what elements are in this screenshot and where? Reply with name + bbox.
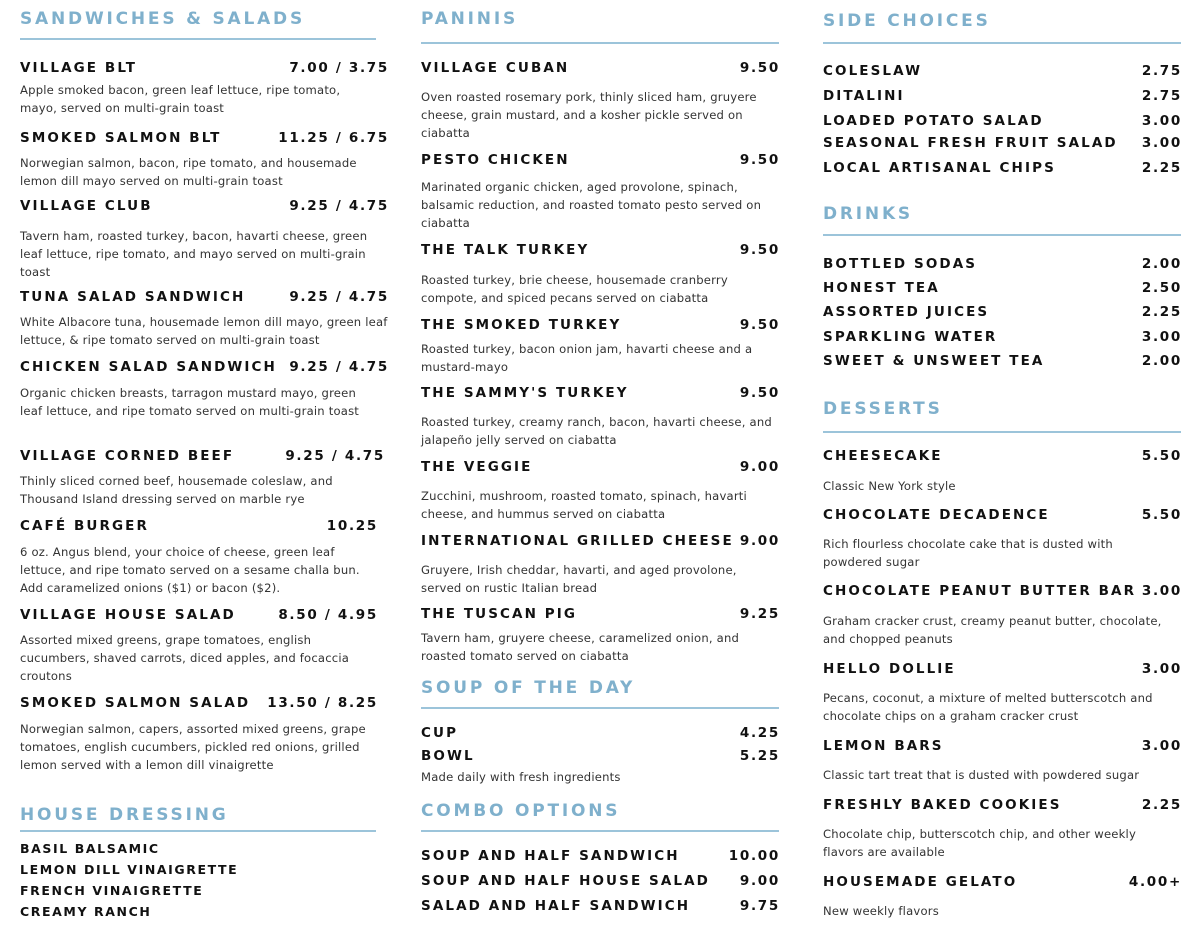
item-price: 9.50 (739, 152, 780, 168)
item-description: Gruyere, Irish cheddar, havarti, and aged provolone, served on rustic Italian bread (421, 563, 737, 596)
item-price: 9.25 / 4.75 (285, 448, 385, 464)
item-price: 7.00 / 3.75 (289, 60, 389, 76)
item-price: 3.00 (1141, 329, 1182, 345)
dressing-item: LEMON DILL VINAIGRETTE (20, 862, 239, 877)
divider (421, 830, 779, 832)
item-price: 9.75 (739, 898, 780, 914)
item-price: 2.25 (1141, 304, 1182, 320)
item-description: Assorted mixed greens, grape tomatoes, english cucumbers, shaved carrots, diced apples, and focaccia croutons (20, 633, 350, 684)
item-price: 9.25 / 4.75 (289, 289, 389, 305)
item-price: 8.50 / 4.95 (278, 607, 378, 623)
item-price: 10.25 (326, 518, 378, 534)
divider (421, 42, 779, 44)
item-name: SEASONAL FRESH FRUIT SALAD (823, 135, 1118, 151)
item-description: Graham cracker crust, creamy peanut butter, chocolate, and chopped peanuts (823, 614, 1162, 647)
item-description: Classic New York style (823, 479, 956, 493)
divider (20, 830, 376, 832)
item-price: 2.00 (1141, 256, 1182, 272)
item-price: 5.50 (1141, 448, 1182, 464)
item-name: LOADED POTATO SALAD (823, 113, 1044, 129)
item-name: PESTO CHICKEN (421, 152, 570, 168)
item-price: 9.50 (739, 385, 780, 401)
divider (823, 42, 1181, 44)
item-price: 10.00 (728, 848, 780, 864)
item-price: 4.25 (739, 725, 780, 741)
item-price: 9.00 (739, 873, 780, 889)
section-title-sides: SIDE CHOICES (823, 11, 991, 31)
item-name: SALAD AND HALF SANDWICH (421, 898, 691, 914)
divider (20, 38, 376, 40)
item-price: 2.50 (1141, 280, 1182, 296)
item-description: Pecans, coconut, a mixture of melted butterscotch and chocolate chips on a graham cracker crust (823, 691, 1153, 724)
item-price: 2.25 (1141, 160, 1182, 176)
item-description: Rich flourless chocolate cake that is dusted with powdered sugar (823, 537, 1113, 570)
item-price: 2.75 (1141, 88, 1182, 104)
item-name: VILLAGE HOUSE SALAD (20, 607, 236, 623)
item-description: Norwegian salmon, bacon, ripe tomato, and housemade lemon dill mayo served on multi-grain toast (20, 156, 357, 189)
item-name: SMOKED SALMON BLT (20, 130, 222, 146)
item-price: 3.00 (1141, 738, 1182, 754)
dressing-item: BASIL BALSAMIC (20, 841, 160, 856)
item-description: New weekly flavors (823, 904, 939, 918)
item-name: CHOCOLATE PEANUT BUTTER BAR (823, 583, 1137, 599)
section-title-drinks: DRINKS (823, 204, 913, 224)
item-name: THE VEGGIE (421, 459, 533, 475)
item-price: 9.50 (739, 242, 780, 258)
item-name: SOUP AND HALF SANDWICH (421, 848, 680, 864)
item-name: FRESHLY BAKED COOKIES (823, 797, 1062, 813)
item-name: BOWL (421, 748, 475, 764)
item-name: CAFÉ BURGER (20, 518, 149, 534)
item-name: SWEET & UNSWEET TEA (823, 353, 1045, 369)
item-description: White Albacore tuna, housemade lemon dill mayo, green leaf lettuce, & ripe tomato served on multi-grain toast (20, 315, 388, 348)
section-title-paninis: PANINIS (421, 9, 519, 29)
item-name: COLESLAW (823, 63, 923, 79)
item-price: 11.25 / 6.75 (278, 130, 389, 146)
item-description: Tavern ham, roasted turkey, bacon, havarti cheese, green leaf lettuce, ripe tomato, and mayo served on multi-grain toast (20, 229, 368, 280)
section-title-combo: COMBO OPTIONS (421, 801, 621, 821)
item-description: Oven roasted rosemary pork, thinly sliced ham, gruyere cheese, grain mustard, and a kosher pickle served on ciabatta (421, 90, 757, 141)
item-price: 9.50 (739, 317, 780, 333)
item-price: 9.50 (739, 60, 780, 76)
item-name: CHICKEN SALAD SANDWICH (20, 359, 277, 375)
divider (421, 707, 779, 709)
section-title-sandwiches-salads: SANDWICHES & SALADS (20, 9, 305, 29)
item-description: Classic tart treat that is dusted with powdered sugar (823, 768, 1140, 782)
item-description: Apple smoked bacon, green leaf lettuce, ripe tomato, mayo, served on multi-grain toast (20, 83, 341, 116)
item-description: Roasted turkey, bacon onion jam, havarti cheese and a mustard-mayo (421, 342, 753, 375)
item-price: 3.00 (1141, 583, 1182, 599)
section-title-desserts: DESSERTS (823, 399, 943, 419)
item-name: VILLAGE CORNED BEEF (20, 448, 235, 464)
item-price: 5.50 (1141, 507, 1182, 523)
dressing-item: CREAMY RANCH (20, 904, 152, 919)
item-name: HONEST TEA (823, 280, 940, 296)
item-price: 9.00 (739, 533, 780, 549)
item-name: CUP (421, 725, 459, 741)
item-price: 3.00 (1141, 135, 1182, 151)
item-description: Marinated organic chicken, aged provolone, spinach, balsamic reduction, and roasted tomato pesto served on ciabatta (421, 180, 762, 231)
item-price: 4.00+ (1128, 874, 1182, 890)
item-price: 9.25 (739, 606, 780, 622)
item-description: Chocolate chip, butterscotch chip, and other weekly flavors are available (823, 827, 1137, 860)
item-price: 2.00 (1141, 353, 1182, 369)
dressing-item: FRENCH VINAIGRETTE (20, 883, 204, 898)
item-price: 9.25 / 4.75 (289, 359, 389, 375)
item-price: 3.00 (1141, 113, 1182, 129)
divider (823, 234, 1181, 236)
item-price: 5.25 (739, 748, 780, 764)
item-name: THE SMOKED TURKEY (421, 317, 622, 333)
item-description: Zucchini, mushroom, roasted tomato, spinach, havarti cheese, and hummus served on ciabatta (421, 489, 747, 522)
item-name: DITALINI (823, 88, 905, 104)
item-description: Tavern ham, gruyere cheese, caramelized onion, and roasted tomato served on ciabatta (421, 631, 740, 664)
item-name: ASSORTED JUICES (823, 304, 990, 320)
item-name: SOUP AND HALF HOUSE SALAD (421, 873, 710, 889)
item-name: THE TUSCAN PIG (421, 606, 578, 622)
item-name: LEMON BARS (823, 738, 944, 754)
item-name: CHOCOLATE DECADENCE (823, 507, 1050, 523)
item-name: INTERNATIONAL GRILLED CHEESE (421, 533, 734, 549)
item-name: HOUSEMADE GELATO (823, 874, 1018, 890)
item-description: Roasted turkey, brie cheese, housemade cranberry compote, and spiced pecans served on ciabatta (421, 273, 728, 306)
item-price: 9.00 (739, 459, 780, 475)
item-description: Roasted turkey, creamy ranch, bacon, havarti cheese, and jalapeño jelly served on ciabatta (421, 415, 772, 448)
item-name: SPARKLING WATER (823, 329, 998, 345)
item-name: VILLAGE CUBAN (421, 60, 570, 76)
divider (823, 431, 1181, 433)
section-title-soup: SOUP OF THE DAY (421, 678, 636, 698)
item-name: CHEESECAKE (823, 448, 943, 464)
item-name: TUNA SALAD SANDWICH (20, 289, 246, 305)
item-name: THE TALK TURKEY (421, 242, 590, 258)
item-description: Organic chicken breasts, tarragon mustard mayo, green leaf lettuce, and ripe tomato served on multi-grain toast (20, 386, 360, 419)
item-price: 13.50 / 8.25 (267, 695, 378, 711)
item-name: VILLAGE CLUB (20, 198, 153, 214)
item-price: 3.00 (1141, 661, 1182, 677)
item-name: LOCAL ARTISANAL CHIPS (823, 160, 1056, 176)
soup-note: Made daily with fresh ingredients (421, 770, 621, 784)
item-name: BOTTLED SODAS (823, 256, 978, 272)
section-title-house-dressing: HOUSE DRESSING (20, 805, 229, 825)
item-price: 9.25 / 4.75 (289, 198, 389, 214)
item-name: HELLO DOLLIE (823, 661, 956, 677)
item-name: VILLAGE BLT (20, 60, 138, 76)
item-price: 2.75 (1141, 63, 1182, 79)
item-description: 6 oz. Angus blend, your choice of cheese, green leaf lettuce, and ripe tomato served on a sesame challa bun. Add caramelized onions ($1) or bacon ($2). (20, 545, 360, 596)
item-price: 2.25 (1141, 797, 1182, 813)
item-description: Thinly sliced corned beef, housemade coleslaw, and Thousand Island dressing served on marble rye (20, 474, 333, 507)
item-name: SMOKED SALMON SALAD (20, 695, 251, 711)
item-name: THE SAMMY'S TURKEY (421, 385, 629, 401)
item-description: Norwegian salmon, capers, assorted mixed greens, grape tomatoes, english cucumbers, pickled red onions, grilled lemon served with a lemon dill vinaigrette (20, 722, 366, 773)
